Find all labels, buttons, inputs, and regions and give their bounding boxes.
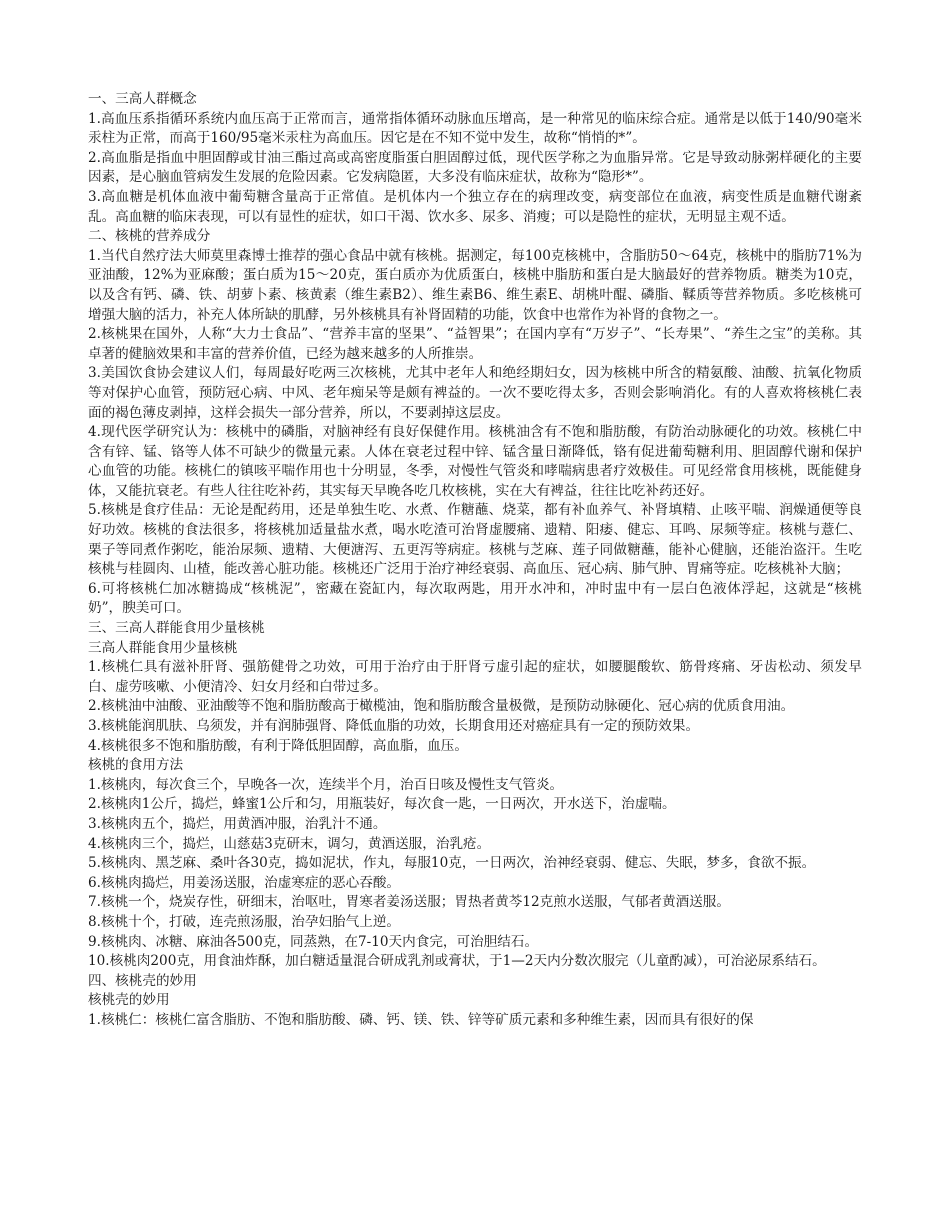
paragraph: 2.核桃肉1公斤，捣烂，蜂蜜1公斤和匀，用瓶装好，每次食一匙，一日两次，开水送下，治虚喘。 [88, 796, 676, 813]
paragraph: 6.核桃肉捣烂，用姜汤送服，治虚寒症的恶心吞酸。 [88, 874, 401, 891]
paragraph: 1.高血压系指循环系统内血压高于正常而言，通常指体循环动脉血压增高，是一种常见的临床综合症。通常是以低于140/90毫米汞柱为正常，而高于160/95毫米汞柱为高血压。因它是在不知不觉中发生，故称“悄悄的*”。 [88, 110, 862, 147]
section-heading: 三、三高人群能食用少量核桃 [88, 620, 265, 637]
paragraph: 8.核桃十个，打破，连壳煎汤服，治孕妇胎气上逆。 [88, 913, 401, 930]
paragraph: 7.核桃一个，烧炭存性，研细末，治呕吐，胃寒者姜汤送服；胃热者黄芩12克煎水送服，气郁者黄酒送服。 [88, 894, 730, 911]
paragraph: 2.核桃油中油酸、亚油酸等不饱和脂肪酸高于橄榄油，饱和脂肪酸含量极微，是预防动脉硬化、冠心病的优质食用油。 [88, 698, 795, 715]
paragraph: 5.核桃是食疗佳品：无论是配药用，还是单独生吃、水煮、作糖蘸、烧菜，都有补血养气、补肾填精、止咳平喘、润燥通便等良好功效。核桃的食法很多，将核桃加适量盐水煮，喝水吃渣可治肾虚腰痛、遗精、阳痿、健忘、耳鸣、尿频等症。核桃与薏仁、栗子等同煮作粥吃，能治尿频、遗精、大便溏泻、五更泻等病症。核桃与芝麻、莲子同做糖蘸，能补心健脑，还能治盗汗。生吃核桃与桂圆肉、山楂，能改善心脏功能。核桃还广泛用于治疗神经衰弱、高血压、冠心病、肺气肿、胃痛等症。吃核桃补大脑； [88, 502, 862, 578]
paragraph: 5.核桃肉、黑芝麻、桑叶各30克，捣如泥状，作丸，每服10克，一日两次，治神经衰弱、健忘、失眠，梦多，食欲不振。 [88, 855, 816, 872]
paragraph: 4.核桃很多不饱和脂肪酸，有利于降低胆固醇，高血脂，血压。 [88, 737, 468, 754]
paragraph: 1.核桃肉，每次食三个，早晚各一次，连续半个月，治百日咳及慢性支气管炎。 [88, 776, 564, 793]
paragraph: 1.核桃仁：核桃仁富含脂肪、不饱和脂肪酸、磷、钙、镁、铁、锌等矿质元素和多种维生素，因而具有很好的保 [88, 1011, 754, 1028]
paragraph: 3.核桃能润肌肤、乌须发，并有润肺强肾、降低血脂的功效，长期食用还对癌症具有一定的预防效果。 [88, 718, 700, 734]
paragraph: 3.美国饮食协会建议人们，每周最好吃两三次核桃，尤其中老年人和绝经期妇女，因为核桃中所含的精氨酸、油酸、抗氧化物质等对保护心血管，预防冠心病、中风、老年痴呆等是颇有裨益的。一次不要吃得太多，否则会影响消化。有的人喜欢将核桃仁表面的褐色薄皮剥掉，这样会损失一部分营养，所以，不要剥掉这层皮。 [88, 365, 862, 421]
paragraph: 2.高血脂是指血中胆固醇或甘油三酯过高或高密度脂蛋白胆固醇过低，现代医学称之为血脂异常。它是导致动脉粥样硬化的主要因素，是心脑血管病发生发展的危险因素。它发病隐匿，大多没有临床症状，故称为“隐形*”。 [88, 149, 862, 186]
paragraph: 1.核桃仁具有滋补肝肾、强筋健骨之功效，可用于治疗由于肝肾亏虚引起的症状，如腰腿酸软、筋骨疼痛、牙齿松动、须发早白、虚劳咳嗽、小便清冷、妇女月经和白带过多。 [88, 659, 862, 695]
section-heading: 一、三高人群概念 [88, 91, 197, 107]
section-heading: 核桃的食用方法 [88, 757, 184, 774]
section-heading: 核桃壳的妙用 [88, 992, 170, 1009]
paragraph: 1.当代自然疗法大师莫里森博士推荐的强心食品中就有核桃。据测定，每100克核桃中，含脂肪50～64克，核桃中的脂肪71%为亚油酸，12%为亚麻酸；蛋白质为15～20克，蛋白质亦为优质蛋白，核桃中脂肪和蛋白是大脑最好的营养物质。糖类为10克，以及含有钙、磷、铁、胡萝卜素、核黄素（维生素B2）、维生素B6、维生素E、胡桃叶醌、磷脂、鞣质等营养物质。多吃核桃可增强大脑的活力，补充人体所缺的肌酵，另外核桃具有补肾固精的功能，饮食中也常作为补肾的食物之一。 [88, 247, 862, 323]
section-heading: 四、核桃壳的妙用 [88, 972, 197, 989]
section-heading: 二、核桃的营养成分 [88, 228, 211, 245]
paragraph: 6.可将核桃仁加冰糖捣成“核桃泥”，密藏在瓷缸内，每次取两匙，用开水冲和，冲时盅中有一层白色液体浮起，这就是“核桃奶”，腴美可口。 [88, 580, 862, 617]
paragraph: 3.高血糖是机体血液中葡萄糖含量高于正常值。是机体内一个独立存在的病理改变，病变部位在血液，病变性质是血糖代谢紊乱。高血糖的临床表现，可以有显性的症状，如口干渴、饮水多、尿多、消瘦；可以是隐性的症状，无明显主观不适。 [88, 188, 862, 225]
paragraph: 3.核桃肉五个，捣烂，用黄酒冲服，治乳汁不通。 [88, 815, 387, 832]
paragraph: 4.核桃肉三个，捣烂，山慈菇3克研末，调匀，黄酒送服，治乳疮。 [88, 835, 491, 852]
section-heading: 三高人群能食用少量核桃 [88, 639, 238, 656]
document-body [88, 90, 862, 1031]
paragraph: 10.核桃肉200克，用食油炸酥，加白糖适量混合研成乳剂或膏状，于1—2天内分数次服完（儿童酌减），可治泌尿系结石。 [88, 953, 826, 970]
paragraph: 4.现代医学研究认为：核桃中的磷脂，对脑神经有良好保健作用。核桃油含有不饱和脂肪酸，有防治动脉硬化的功效。核桃仁中含有锌、锰、铬等人体不可缺少的微量元素。人体在衰老过程中锌、锰含量日渐降低，铬有促进葡萄糖利用、胆固醇代谢和保护心血管的功能。核桃仁的镇咳平喘作用也十分明显，冬季，对慢性气管炎和哮喘病患者疗效极佳。可见经常食用核桃，既能健身体，又能抗衰老。有些人往往吃补药，其实每天早晚各吃几枚核桃，实在大有裨益，往往比吃补药还好。 [88, 424, 862, 499]
paragraph: 9.核桃肉、冰糖、麻油各500克，同蒸熟，在7-10天内食完，可治胆结石。 [88, 933, 539, 950]
paragraph: 2.核桃果在国外，人称“大力士食品”、“营养丰富的坚果”、“益智果”；在国内享有“万岁子”、“长寿果”、“养生之宝”的美称。其卓著的健脑效果和丰富的营养价值，已经为越来越多的人所推崇。 [88, 326, 862, 362]
